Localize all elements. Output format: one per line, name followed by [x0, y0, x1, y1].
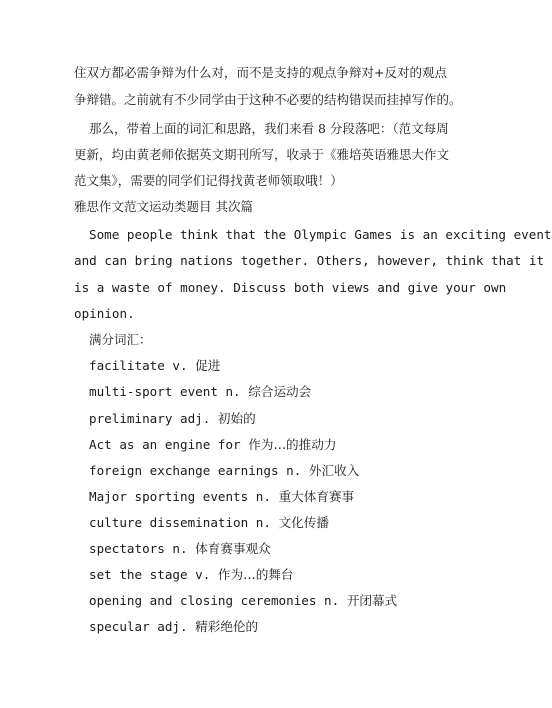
vocab-item [89, 618, 258, 636]
vocab-item [89, 592, 397, 610]
vocab-term: culture dissemination n. [89, 515, 271, 530]
prompt-line-3: is a waste of money. Discuss both views and give your own [74, 280, 507, 295]
vocab-meaning: 文化传播 [278, 515, 329, 530]
vocab-item [89, 383, 311, 401]
intro-line-2: 争辩错。之前就有不少同学由于这种不必要的结构错误而挂掉写作的。 [74, 92, 462, 107]
prompt-line-2: and can bring nations together. Others, however, think that it [74, 253, 545, 268]
vocab-term: set the stage v. [89, 567, 211, 582]
prompt-line-1: Some people think that the Olympic Games is an exciting event [89, 227, 552, 242]
vocab-item [89, 462, 359, 480]
vocab-meaning: 体育赛事观众 [195, 541, 271, 556]
vocab-meaning: 外汇收入 [308, 463, 360, 478]
section-title: 雅思作文范文运动类题目 其次篇 [74, 199, 253, 214]
vocab-meaning: 综合运动会 [248, 384, 312, 399]
vocab-meaning: 作为…的推动力 [248, 437, 337, 452]
paragraph-line-1: 那么，带着上面的词汇和思路，我们来看 8 分段落吧：（范文每周 [89, 121, 449, 136]
vocab-term: specular adj. [89, 619, 188, 634]
vocab-item [89, 410, 256, 428]
vocab-term: spectators n. [89, 541, 188, 556]
vocab-item [89, 357, 220, 375]
vocab-term: foreign exchange earnings n. [89, 463, 302, 478]
vocab-item [89, 514, 329, 532]
vocab-heading: 满分词汇： [89, 332, 152, 347]
prompt-line-4: opinion. [74, 306, 135, 321]
vocab-meaning: 重大体育赛事 [278, 489, 355, 504]
vocab-term: preliminary adj. [89, 411, 211, 426]
vocab-term: facilitate v. [89, 358, 188, 373]
paragraph-line-3: 范文集》，需要的同学们记得找黄老师领取哦！） [74, 173, 343, 188]
vocab-meaning: 促进 [195, 358, 221, 373]
vocab-item [89, 540, 271, 558]
vocab-term: opening and closing ceremonies n. [89, 593, 340, 608]
vocab-meaning: 作为…的舞台 [217, 567, 294, 582]
vocab-term: Act as an engine for [89, 437, 241, 452]
vocab-item [89, 436, 336, 454]
vocab-item [89, 488, 354, 506]
intro-line-1: 住双方都必需争辩为什么对，而不是支持的观点争辩对+反对的观点 [74, 65, 447, 80]
vocab-meaning: 初始的 [217, 411, 256, 426]
paragraph-line-2: 更新，均由黄老师依据英文期刊所写，收录于《雅培英语雅思大作文 [74, 147, 450, 162]
vocab-term: Major sporting events n. [89, 489, 271, 504]
vocab-item [89, 566, 293, 584]
vocab-meaning: 开闭幕式 [346, 593, 398, 608]
vocab-term: multi-sport event n. [89, 384, 241, 399]
vocab-meaning: 精彩绝伦的 [195, 619, 259, 634]
